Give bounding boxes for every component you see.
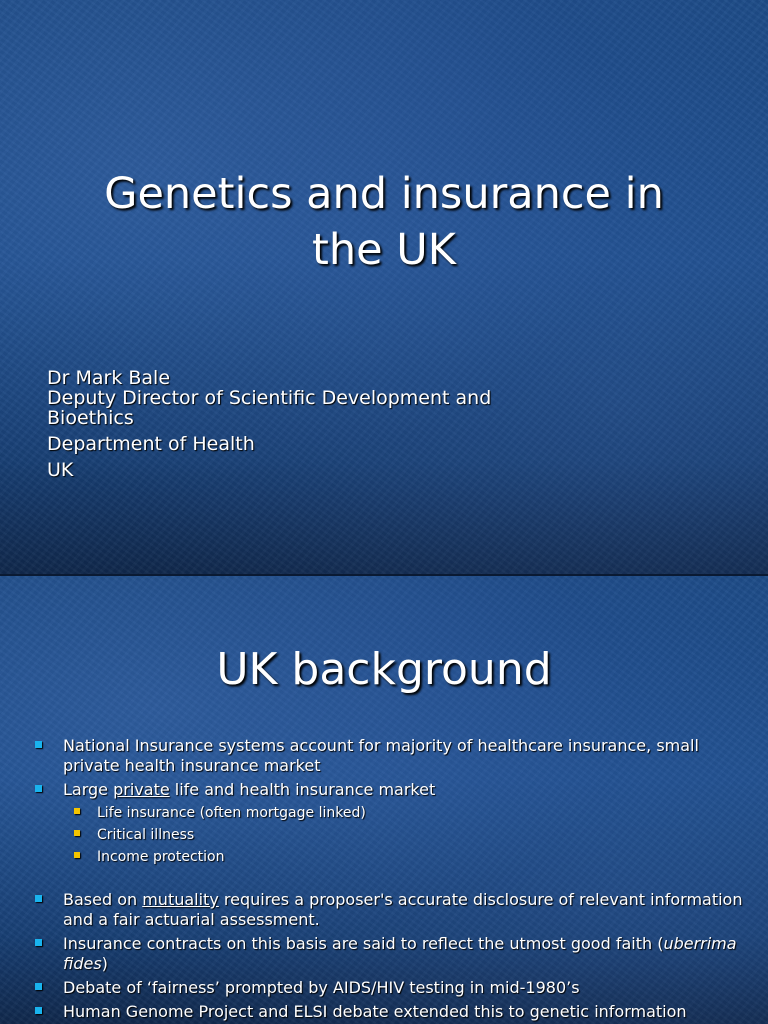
author-role-line-1: Deputy Director of Scientific Development and [47, 387, 492, 409]
slide-title: UK background [216, 644, 552, 695]
bullet-text-part: requires a proposer's accurate disclosure of relevant information and a fair actuarial assessment. [63, 890, 743, 929]
bullet-text [63, 780, 435, 799]
department: Department of Health [47, 433, 255, 455]
author-role-line-2: Bioethics [47, 407, 134, 429]
sub-bullet-text: Life insurance (often mortgage linked) [97, 805, 366, 821]
sub-bullet-text: Critical illness [97, 827, 195, 843]
sub-bullet-item [0, 826, 768, 844]
bullet-text: Human Genome Project and ELSI debate extended this to genetic information [63, 1002, 687, 1021]
bullet-marker [35, 1007, 42, 1014]
author-role [47, 388, 607, 428]
underlined-term: mutuality [142, 890, 219, 909]
sub-bullet-marker [74, 852, 80, 858]
bullet-marker [35, 895, 42, 902]
sub-bullet-text: Income protection [97, 849, 225, 865]
bullet-text-part: Insurance contracts on this basis are said to reflect the utmost good faith ( [63, 934, 664, 953]
title-line-2: the UK [312, 225, 456, 275]
bullet-marker [35, 939, 42, 946]
country: UK [47, 459, 74, 481]
bullet-item [0, 736, 768, 776]
bullet-item [0, 934, 768, 974]
bullet-item [0, 780, 768, 800]
spacer [0, 870, 768, 890]
background-slide [0, 576, 768, 1024]
sub-bullet-item [0, 848, 768, 866]
sub-bullet-item [0, 804, 768, 822]
sub-bullet-marker [74, 830, 80, 836]
bullet-text: Debate of ‘fairness’ prompted by AIDS/HIV testing in mid-1980’s [63, 978, 580, 997]
italic-term: uberrima fides [63, 934, 737, 973]
bullet-item [0, 1002, 768, 1022]
bullet-marker [35, 983, 42, 990]
bullet-text-part: life and health insurance market [169, 780, 436, 799]
bullet-item [0, 978, 768, 998]
bullet-text [63, 890, 742, 929]
bullet-marker [35, 785, 42, 792]
bullet-text [63, 934, 737, 973]
underlined-term: private [113, 780, 170, 799]
author-block [47, 368, 607, 480]
sub-bullet-marker [74, 808, 80, 814]
bullet-text-part: Based on [63, 890, 143, 909]
author-name: Dr Mark Bale [47, 367, 171, 389]
bullet-text-part: Large [63, 780, 114, 799]
bullet-item [0, 890, 768, 930]
title-line-1: Genetics and insurance in [104, 169, 664, 219]
bullet-text: National Insurance systems account for majority of healthcare insurance, small private health insurance market [63, 736, 699, 775]
bullet-marker [35, 741, 42, 748]
bullet-list [0, 736, 768, 1024]
slide-title [0, 166, 768, 278]
bullet-text-part: ) [101, 954, 108, 973]
